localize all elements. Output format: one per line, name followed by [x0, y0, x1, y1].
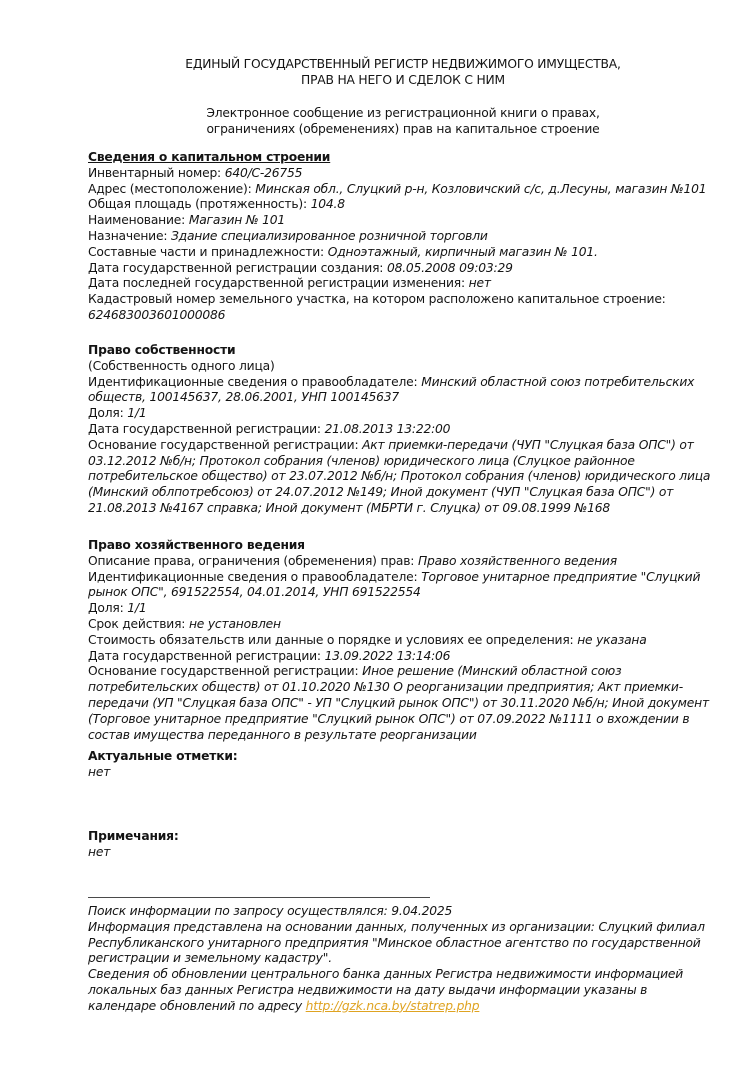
field-row-creation-date — [88, 261, 718, 277]
field-row-share — [88, 601, 718, 617]
field-row-address — [88, 182, 718, 198]
field-value: нет — [468, 276, 491, 291]
field-row-validity-term — [88, 617, 718, 633]
section-heading-notes: Примечания: — [88, 829, 179, 843]
field-row-obligation-value — [88, 633, 718, 649]
ownership-subheading: (Собственность одного лица) — [88, 358, 275, 373]
field-value: 21.08.2013 13:22:00 — [324, 421, 451, 436]
field-row-last-change-date — [88, 276, 718, 292]
field-row-registration-basis — [88, 664, 718, 743]
field-label: Идентификационные сведения о правообладателе: — [88, 374, 422, 389]
field-value: Торговое унитарное предприятие "Слуцкий рынок ОПС", 691522554, 04.01.2014, УНП 691522554 — [88, 569, 701, 600]
marks-value: нет — [88, 764, 111, 779]
field-label: Дата государственной регистрации: — [88, 648, 325, 663]
field-label: Составные части и принадлежности: — [88, 244, 328, 259]
section-economic-management-right — [88, 538, 718, 743]
field-value: не указана — [577, 632, 647, 647]
separator-line — [88, 897, 430, 898]
field-label: Инвентарный номер: — [88, 165, 225, 180]
section-heading-building: Сведения о капитальном строении — [88, 150, 331, 164]
section-notes — [88, 829, 718, 861]
document-title — [88, 57, 718, 89]
field-value: не установлен — [188, 616, 281, 631]
field-label: Основание государственной регистрации: — [88, 437, 363, 452]
field-value: 104.8 — [310, 197, 345, 212]
field-row-components — [88, 245, 718, 261]
field-value: 640/C-26755 — [224, 165, 303, 180]
document-footer — [88, 897, 718, 1015]
field-label: Кадастровый номер земельного участка, на котором расположено капитальное строение: — [88, 292, 666, 307]
field-label: Доля: — [88, 406, 128, 421]
field-row-rightholder — [88, 570, 718, 602]
footer-update-row — [88, 967, 718, 1014]
field-label: Адрес (местоположение): — [88, 181, 256, 196]
field-value: 624683003601000086 — [88, 307, 226, 322]
field-value: Минская обл., Слуцкий р-н, Козловичский с/с, д.Лесуны, магазин №101 — [255, 181, 707, 196]
field-label: Основание государственной регистрации: — [88, 664, 363, 679]
field-label: Стоимость обязательств или данные о порядке и условиях ее определения: — [88, 632, 578, 647]
section-ownership-right — [88, 343, 718, 517]
field-value: Здание специализированное розничной торговли — [170, 228, 488, 243]
field-label: Идентификационные сведения о правообладателе: — [88, 569, 422, 584]
field-row-registration-basis — [88, 438, 718, 517]
field-row-inventory-number — [88, 166, 718, 182]
footer-search-date: 9.04.2025 — [391, 904, 453, 918]
field-row-cadastral-number — [88, 292, 718, 324]
field-value: Право хозяйственного ведения — [417, 553, 617, 568]
field-value: 13.09.2022 13:14:06 — [324, 648, 451, 663]
footer-update-text: Сведения об обновлении центрального банка данных Регистра недвижимости информацией локальных баз данных Регистра недвижимости на дату выдачи информации указаны в календаре обновлений по адресу — [88, 967, 684, 1013]
field-row-total-area — [88, 197, 718, 213]
field-value: Акт приемки-передачи (ЧУП "Слуцкая база ОПС") от 03.12.2012 №б/н; Протокол собрания (членов) юридического лица (Слуцкое районное потребительское общество) от 23.07.2012 №б/н; Протокол собрания (членов) юридического лица (Минский облпотребсоюз) от 24.07.2012 №149; Иной документ (ЧУП "Слуцкая база ОПС") от 21.08.2013 №4167 справка; Иной документ (МБРТИ г. Слуцка) от 09.08.1999 №168 — [88, 437, 711, 515]
section-building-info — [88, 150, 718, 324]
notes-value: нет — [88, 844, 111, 859]
field-row-right-description — [88, 554, 718, 570]
footer-source-text: Информация представлена на основании данных, полученных из организации: Слуцкий филиал Республиканского унитарного предприятия "Минское областное агентство по государственной регистрации и земельному кадастру". — [88, 919, 705, 966]
document-subtitle-line-2: ограничениях (обременениях) прав на капитальное строение — [206, 121, 600, 136]
field-value: 1/1 — [127, 406, 147, 421]
field-label: Описание права, ограничения (обременения) прав: — [88, 553, 418, 568]
field-row-registration-date — [88, 649, 718, 665]
field-label: Общая площадь (протяженность): — [88, 197, 311, 212]
field-value: Иное решение (Минский областной союз потребительских обществ) от 01.10.2020 №130 О реорганизации предприятия; Акт приемки-передачи (УП "Слуцкая база ОПС" - УП "Слуцкий рынок ОПС") от 30.11.2020 №б/н; Иной документ (Торговое унитарное предприятие "Слуцкий рынок ОПС") от 07.09.2022 №1111 о вхождении в состав имущества переданного в результате реорганизации — [88, 664, 709, 742]
field-label: Доля: — [88, 601, 128, 616]
section-heading-economic: Право хозяйственного ведения — [88, 538, 305, 552]
section-heading-ownership: Право собственности — [88, 343, 236, 357]
field-row-share — [88, 406, 718, 422]
field-label: Дата последней государственной регистрации изменения: — [88, 276, 469, 291]
field-value: Одноэтажный, кирпичный магазин № 101. — [327, 244, 598, 259]
section-current-marks — [88, 749, 718, 781]
field-label: Дата государственной регистрации: — [88, 421, 325, 436]
field-label: Наименование: — [88, 213, 189, 228]
field-label: Срок действия: — [88, 616, 189, 631]
field-value: 1/1 — [127, 601, 147, 616]
document-subtitle-line-1: Электронное сообщение из регистрационной книги о правах, — [206, 106, 600, 120]
field-row-registration-date — [88, 422, 718, 438]
field-row-purpose — [88, 229, 718, 245]
section-heading-marks: Актуальные отметки: — [88, 749, 238, 763]
footer-search-label: Поиск информации по запросу осуществлялся: — [88, 904, 392, 918]
field-label: Назначение: — [88, 228, 171, 243]
field-label: Дата государственной регистрации создания: — [88, 260, 387, 275]
footer-search-row — [88, 904, 718, 920]
document-title-line-2: ПРАВ НА НЕГО И СДЕЛОК С НИМ — [301, 72, 505, 87]
document-title-line-1: ЕДИНЫЙ ГОСУДАРСТВЕННЫЙ РЕГИСТР НЕДВИЖИМОГО ИМУЩЕСТВА, — [185, 57, 621, 71]
field-value: Магазин № 101 — [188, 213, 286, 228]
statrep-link[interactable]: http://gzk.nca.by/statrep.php — [305, 998, 480, 1013]
field-row-name — [88, 213, 718, 229]
field-row-rightholder — [88, 375, 718, 407]
field-value: Минский областной союз потребительских обществ, 100145637, 28.06.2001, УНП 100145637 — [88, 374, 695, 405]
field-value: 08.05.2008 09:03:29 — [386, 260, 513, 275]
document-subtitle — [88, 106, 718, 138]
